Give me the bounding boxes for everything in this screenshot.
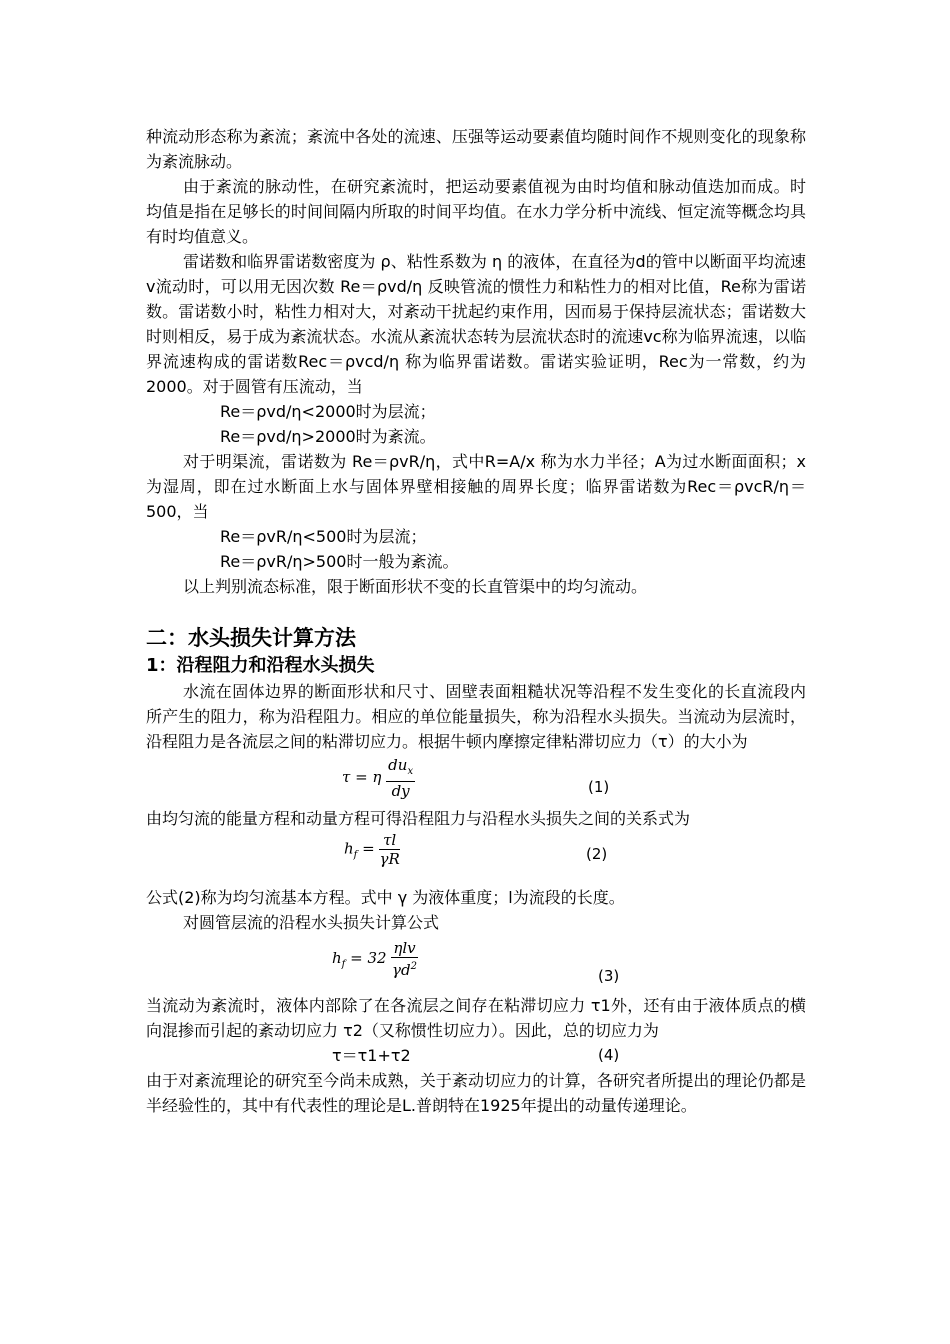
equation-3-lhs: h <box>332 949 342 967</box>
equation-1-subscript: x <box>407 766 414 777</box>
equation-2-lhs-subscript: f <box>353 849 358 861</box>
equation-4 <box>146 1043 806 1068</box>
criterion-pipe-turbulent: Re＝ρvd/η>2000时为紊流。 <box>220 427 436 446</box>
equation-3-equals: = 32 <box>345 949 387 967</box>
paragraph-friction: 水流在固体边界的断面形状和尺寸、固壁表面粗糙状况等沿程不发生变化的长直流段内所产生的阻力，称为沿程阻力。相应的单位能量损失，称为沿程水头损失。当流动为层流时，沿程阻力是各流层之间的粘滞切应力。根据牛顿内摩擦定律粘滞切应力（τ）的大小为 <box>146 682 806 751</box>
equation-2-lhs: h <box>344 839 354 858</box>
document-page <box>146 124 806 1118</box>
equation-1-lhs: τ = η <box>342 768 382 786</box>
equation-1 <box>146 754 806 806</box>
equation-2-equals: = <box>357 839 380 858</box>
equation-3 <box>146 935 806 993</box>
paragraph-reynolds: 雷诺数和临界雷诺数密度为 ρ、粘性系数为 η 的液体，在直径为d的管中以断面平均流速v流动时，可以用无因次数 Re＝ρvd/η 反映管流的惯性力和粘性力的相对比值，Re称为雷诺数。雷诺数小时，粘性力相对大，对紊动干扰起约束作用，因而易于保持层流状态；雷诺数大时则相反，易于成为紊流状态。水流从紊流状态转为层流状态时的流速vc称为临界流速，以临界流速构成的雷诺数Rec＝ρvcd/η 称为临界雷诺数。雷诺实验证明，Rec为一常数，约为2000。对于圆管有压流动，当 <box>146 252 806 396</box>
equation-1-numerator: du <box>388 756 408 774</box>
paragraph-uniform-flow: 由均匀流的能量方程和动量方程可得沿程阻力与沿程水头损失之间的关系式为 <box>146 809 691 828</box>
equation-4-number: (4) <box>598 1046 620 1064</box>
criterion-channel-turbulent: Re＝ρvR/η>500时一般为紊流。 <box>220 552 459 571</box>
paragraph-limit: 以上判别流态标准，限于断面形状不变的长直管渠中的均匀流动。 <box>183 577 648 596</box>
equation-3-number: (3) <box>598 967 620 985</box>
criterion-channel-laminar: Re＝ρvR/η<500时为层流； <box>220 527 427 546</box>
equation-1-number: (1) <box>588 778 610 796</box>
paragraph-turbulent-stress: 当流动为紊流时，液体内部除了在各流层之间存在粘滞切应力 τ1外，还有由于液体质点的横向混掺而引起的紊动切应力 τ2（又称惯性切应力）。因此，总的切应力为 <box>146 996 806 1040</box>
paragraph-pulsation: 由于紊流的脉动性，在研究紊流时，把运动要素值视为由时均值和脉动值迭加而成。时均值是指在足够长的时间间隔内所取的时间平均值。在水力学分析中流线、恒定流等概念均具有时均值意义。 <box>146 177 806 246</box>
equation-2 <box>146 831 806 885</box>
paragraph-open-channel: 对于明渠流，雷诺数为 Re＝ρvR/η，式中R=A/x 称为水力半径；A为过水断面面积；x为湿周，即在过水断面上水与固体界壁相接触的周界长度；临界雷诺数为Rec＝ρvcR/η＝500，当 <box>146 452 806 521</box>
paragraph-turbulence-def: 种流动形态称为紊流；紊流中各处的流速、压强等运动要素值均随时间作不规则变化的现象称为紊流脉动。 <box>146 127 806 171</box>
criterion-pipe-laminar: Re＝ρvd/η<2000时为层流； <box>220 402 436 421</box>
equation-1-denominator: dy <box>391 782 410 800</box>
equation-3-numerator: ηlv <box>393 939 416 957</box>
equation-3-lhs-subscript: f <box>341 959 346 970</box>
equation-2-denominator: γR <box>379 850 400 868</box>
equation-3-denominator: γd <box>392 961 411 979</box>
subsection-heading: 1：沿程阻力和沿程水头损失 <box>146 655 375 676</box>
paragraph-laminar-loss: 对圆管层流的沿程水头损失计算公式 <box>183 913 440 932</box>
equation-3-superscript: 2 <box>410 961 417 972</box>
section-heading: 二：水头损失计算方法 <box>146 626 356 650</box>
paragraph-prandtl: 由于对紊流理论的研究至今尚未成熟，关于紊动切应力的计算，各研究者所提出的理论仍都是半经验性的，其中有代表性的理论是L.普朗特在1925年提出的动量传递理论。 <box>146 1071 806 1115</box>
equation-4-text: τ＝τ1+τ2 <box>332 1046 411 1065</box>
paragraph-eq2-explanation: 公式(2)称为均匀流基本方程。式中 γ 为液体重度；l为流段的长度。 <box>146 888 625 907</box>
equation-2-number: (2) <box>586 845 608 863</box>
equation-2-numerator: τl <box>379 831 399 850</box>
